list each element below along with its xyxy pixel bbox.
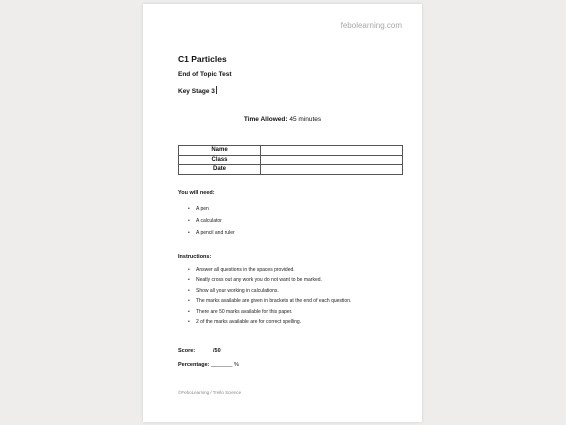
- name-label: Name: [179, 146, 261, 156]
- list-item: • 2 of the marks available are for correct spelling.: [188, 317, 351, 327]
- details-row-class: [179, 155, 403, 165]
- instructions-heading: Instructions:: [178, 254, 212, 260]
- needs-list: [188, 203, 235, 239]
- percentage-line: [178, 362, 239, 368]
- list-item: • A pen: [188, 203, 235, 215]
- needs-heading: You will need:: [178, 190, 215, 196]
- date-field[interactable]: [261, 165, 403, 175]
- list-item: • There are 50 marks available for this paper.: [188, 307, 351, 317]
- percentage-label: Percentage:: [178, 362, 210, 368]
- time-allowed: [143, 116, 422, 123]
- key-stage-text: Key Stage 3: [178, 88, 215, 95]
- list-item: • Answer all questions in the spaces provided.: [188, 265, 351, 275]
- list-item: • Neatly cross out any work you do not want to be marked.: [188, 275, 351, 285]
- document-title: C1 Particles: [178, 54, 227, 64]
- document-page: [143, 4, 422, 422]
- class-label: Class: [179, 155, 261, 165]
- details-row-date: [179, 165, 403, 175]
- date-label: Date: [179, 165, 261, 175]
- key-stage-line: [178, 86, 217, 95]
- details-table: [178, 145, 403, 175]
- name-field[interactable]: [261, 146, 403, 156]
- score-total: /50: [213, 348, 221, 354]
- list-item: • A pencil and ruler: [188, 227, 235, 239]
- document-subtitle: End of Topic Test: [178, 71, 232, 78]
- class-field[interactable]: [261, 155, 403, 165]
- list-item: • A calculator: [188, 215, 235, 227]
- percentage-blank: _______ %: [211, 362, 239, 368]
- score-line: [178, 348, 221, 354]
- score-label: Score:: [178, 348, 196, 354]
- text-cursor: [216, 86, 217, 94]
- list-item: • The marks available are given in brackets at the end of each question.: [188, 296, 351, 306]
- instructions-list: [188, 265, 351, 327]
- time-value: 45 minutes: [289, 116, 322, 123]
- time-label: Time Allowed:: [243, 116, 288, 123]
- brand-logo: febolearning.com: [340, 21, 402, 30]
- footer-copyright: ©FeboLearning / Trello Science: [178, 390, 242, 395]
- details-row-name: [179, 146, 403, 156]
- list-item: • Show all your working in calculations.: [188, 286, 351, 296]
